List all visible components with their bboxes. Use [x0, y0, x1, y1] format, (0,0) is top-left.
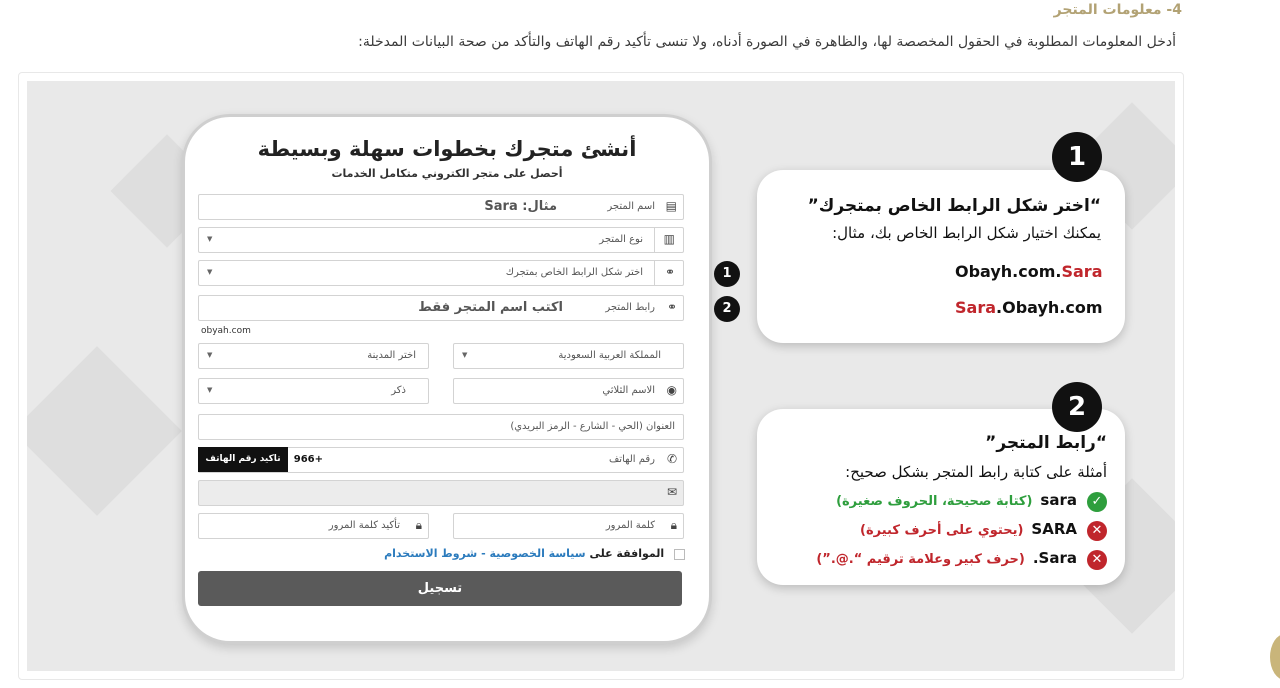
chevron-down-icon: ▼ [207, 351, 213, 359]
example1-base: Obayh.com. [955, 262, 1062, 281]
agree-prefix: الموافقة على [589, 547, 665, 560]
form-title: أنشئ متجرك بخطوات سهلة وبسيطة [257, 137, 637, 161]
privacy-policy-link[interactable]: سياسة الخصوصية [489, 547, 586, 560]
background-diamond [27, 346, 182, 516]
confirm-password-label: تأكيد كلمة المرور [328, 520, 400, 531]
rule-correct [836, 491, 1107, 515]
store-icon: ▤ [665, 199, 677, 213]
terms-agreement [384, 547, 685, 560]
section-heading: 4- معلومات المتجر [1053, 2, 1182, 18]
floating-chat-button[interactable] [1270, 634, 1280, 680]
confirm-password-field[interactable] [198, 513, 429, 539]
link-shape-card [757, 170, 1125, 343]
gender-value: ذكر [391, 385, 406, 396]
check-icon: ✓ [1087, 492, 1107, 512]
divider [654, 261, 655, 285]
chevron-down-icon: ▼ [207, 386, 213, 394]
phone-label: رقم الهاتف [608, 454, 655, 465]
link-icon: ⚭ [664, 265, 675, 279]
terms-of-use-link[interactable]: شروط الاستخدام [384, 547, 478, 560]
store-name-field[interactable] [198, 194, 684, 220]
lock-icon: 🔒︎ [415, 518, 422, 532]
example2-base: .Obayh.com [996, 298, 1103, 317]
address-field[interactable] [198, 414, 684, 440]
country-select[interactable] [453, 343, 684, 369]
store-type-label: نوع المتجر [599, 234, 643, 245]
registration-form-mockup [182, 114, 712, 644]
password-label: كلمة المرور [605, 520, 655, 531]
full-name-field[interactable] [453, 378, 684, 404]
store-link-label: رابط المتجر [605, 302, 655, 313]
rule-note: (حرف كبير وعلامة ترقيم “.@.”) [816, 552, 1025, 567]
step-badge-2: 2 [714, 296, 740, 322]
register-button[interactable]: تسجيل [198, 571, 682, 606]
chevron-down-icon: ▼ [462, 351, 468, 359]
link-icon: ⚭ [666, 300, 677, 314]
card2-title: “رابط المتجر” [985, 433, 1107, 453]
card2-text: أمثلة على كتابة رابط المتجر بشكل صحيح: [845, 463, 1107, 481]
rule-note: (يحتوي على أحرف كبيرة) [860, 523, 1024, 538]
domain-text: obyah.com [201, 326, 251, 336]
phone-icon: ✆ [666, 452, 677, 466]
link-shape-label: اختر شكل الرابط الخاص بمتجرك [505, 267, 643, 278]
store-name-example: مثال: Sara [484, 199, 557, 214]
rule-note: (كتابة صحيحة، الحروف صغيرة) [836, 494, 1033, 509]
confirm-phone-button[interactable]: تاكيد رقم الهاتف [198, 447, 288, 472]
card1-title: “اختر شكل الرابط الخاص بمتجرك” [807, 196, 1101, 216]
full-name-label: الاسم الثلاثي [602, 385, 655, 396]
form-subtitle: أحصل على متجر الكتروني متكامل الخدمات [331, 167, 563, 180]
rule-word: Sara. [1032, 549, 1077, 567]
agree-checkbox[interactable] [674, 549, 685, 560]
password-field[interactable] [453, 513, 684, 539]
link-example-2 [955, 298, 1103, 317]
chevron-down-icon: ▼ [207, 235, 213, 243]
mail-icon: ✉ [666, 485, 677, 499]
lock-icon: 🔒︎ [670, 518, 677, 532]
cross-icon: ✕ [1087, 550, 1107, 570]
rule-word: sara [1040, 491, 1077, 509]
link-shape-select[interactable] [198, 260, 684, 286]
rule-word: SARA [1031, 520, 1077, 538]
chevron-down-icon: ▼ [207, 268, 213, 276]
link-example-1 [955, 262, 1103, 281]
rule-uppercase [860, 520, 1107, 544]
separator-dash: - [481, 547, 486, 560]
step-number-1: 1 [1052, 132, 1102, 182]
store-link-card [757, 409, 1125, 585]
gender-select[interactable] [198, 378, 429, 404]
section-intro: أدخل المعلومات المطلوبة في الحقول المخصصة لها، والظاهرة في الصورة أدناه، ولا تنسى تأكيد رقم الهاتف والتأكد من صحة البيانات المدخلة: [358, 34, 1176, 50]
store-type-select[interactable] [198, 227, 684, 253]
city-placeholder: اختر المدينة [367, 350, 416, 361]
rule-punctuation [816, 549, 1107, 573]
building-icon: ▥ [663, 232, 675, 246]
store-name-label: اسم المتجر [607, 201, 655, 212]
example2-highlight: Sara [955, 298, 997, 317]
step-badge-1: 1 [714, 261, 740, 287]
city-select[interactable] [198, 343, 429, 369]
email-field[interactable] [198, 480, 684, 506]
phone-country-code: +966 [293, 454, 323, 465]
address-placeholder: العنوان (الحي - الشارع - الرمز البريدي) [510, 421, 675, 432]
cross-icon: ✕ [1087, 521, 1107, 541]
step-number-2: 2 [1052, 382, 1102, 432]
divider [654, 228, 655, 252]
card1-text: يمكنك اختيار شكل الرابط الخاص بك، مثال: [832, 224, 1101, 242]
country-value: المملكة العربية السعودية [558, 350, 661, 361]
store-link-field[interactable] [198, 295, 684, 321]
store-link-note: اكتب اسم المتجر فقط [418, 300, 563, 315]
user-icon: ◉ [666, 383, 677, 397]
example1-highlight: Sara [1061, 262, 1103, 281]
